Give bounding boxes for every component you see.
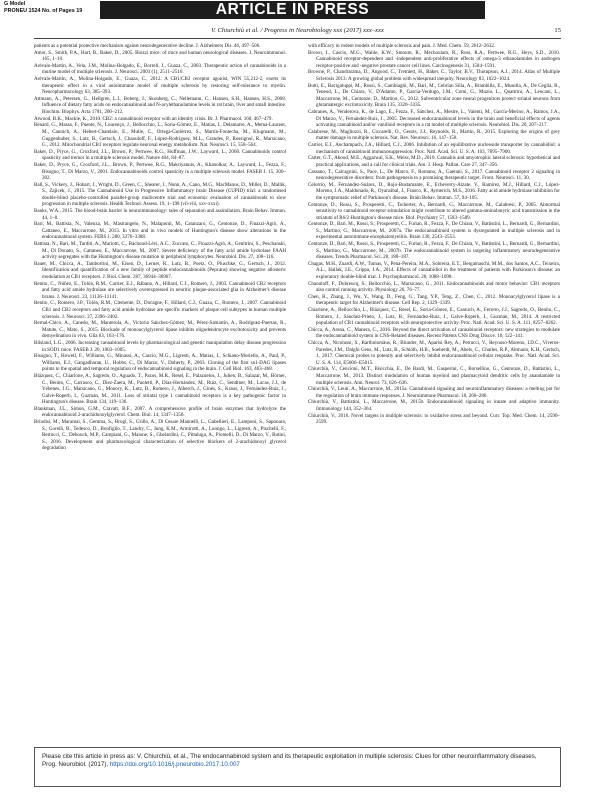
reference-entry: Chiurchiù, V., Battistini, L., Maccarrone, M., 2015b. Endocannabinoid signaling in innate and adaptive immunity. Immunology 144, 352–364. <box>308 399 560 413</box>
reference-entry: Arévalo-Martín, A., Vela, J.M., Molina-Holgado, E., Borrell, J., Guaza, C., 2003. Therapeutic action of cannabinoids in a murine model of multiple sclerosis. J. Neurosci. 2003 (1), 2511–2516. <box>34 62 286 76</box>
reference-entry: Chiurchiù, V., 2016. Novel targets in multiple sclerosis: to oxidative stress and beyond. Curr. Top. Med. Chem. 14, 2590–2599. <box>308 412 560 426</box>
page-number: 15 <box>554 27 561 34</box>
reference-entry: Chicca, A., Nicolussi, S., Bartholomäus, R., Blunder, M., Aparisi Rey, A., Petrucci, V., Reynoso-Moreno, I.D.C., Viveros-Paredes, J.M., Dalghi Gens, M., Lutz, B., Schiöth, H.B., Soeberdt, M., Abels, C., Charles, R.P., Altmann, K.H., Gertsch, J., 2017. Chemical probes to potently and selectively inhibit endocannabinoid cellular reuptake. Proc. Natl. Acad. Sci. U. S. A. 114, E5006–E5015. <box>308 340 560 366</box>
reference-entry: Chicca, A., Arena, C., Manera, C., 2016. Beyond the direct activation of cannabinoid receptors: new strategies to modulate the endocannabinoid system in CNS-Related diseases. Recent Patents CNS Drug Discov. 10, 122–141. <box>308 326 560 340</box>
reference-entry: Chiurchiù, V., Leuti, A., Maccarrone, M., 2015a. Cannabinoid signaling and neuroinflammatory diseases: a melting pot for the regulation of brain immune responses. J. Neuroimmune Pharmacol. 10, 268–280. <box>308 386 560 399</box>
reference-entry: Centonze, D., Bari, M., Rossi, S., Prosperetti, C., Furlan, R., Fezza, F., De Chiara, V., Battistini, L., Bernardi, G., Bernardini, S., Martino, G., Maccarrone, M., 2007b. The endocannabinoid system in targeting inflammatory neurodegenerative diseases. Trends Pharmacol. Sci. 28, 180–187. <box>308 241 560 261</box>
article-header <box>0 0 595 24</box>
reference-entry: Baker, D., Pryce, G., Croxford, J.L., Brown, P., Pertwee, R.G., Huffman, J.W., Layward, L., 2000. Cannabinoids control spasticity and tremor in a multiple sclerosis model. Nature 404, 84–87. <box>34 148 286 162</box>
reference-entry: Carrier, E.J., Auchampach, J.A., Hillard, C.J., 2006. Inhibition of an equilibrative nucleoside transporter by cannabidiol: a mechanism of cannabinoid immunosuppression. Proc. Natl. Acad. Sci. U. S. A. 103, 7895–7900. <box>308 142 560 155</box>
reference-entry: Bernal-Chico, A., Canedo, M., Manterola, A., Victoria Sánchez-Gómez, M., Pérez-Samartín, A., Rodríguez-Puertas, R., Matute, C., Mato, S., 2015. Blockade of monoacylglycerol lipase inhibits oligodendrocyte excitotoxicity and prevents demyelination in vivo. Glia 63, 163–176. <box>34 320 286 340</box>
reference-entry: Benito, C., Núñez, E., Tolón, R.M., Carrier, E.J., Rábano, A., Hillard, C.J., Romero, J., 2003. Cannabinoid CB2 receptors and fatty acid amide hydrolase are selectively overexpressed in neuritic plaque-associated glia in Alzheimer's disease brains. J. Neurosci. 23, 11136–11141. <box>34 280 286 300</box>
reference-entry: Cabranes, A., Venderova, K., de Lago, E., Fezza, F., Sánchez, A., Mestre, L., Valenti, M., García-Merino, A., Ramos, J.A., Di Marzo, V., Fernández-Ruiz, J., 2005. Decreased endocannabinoid levels in the brain and beneficial effects of agents activating cannabinoid and/or vanilloid receptors in a rat model of multiple sclerosis. Neurobiol. Dis. 20, 207–217. <box>308 109 560 129</box>
reference-entry: Celorrio, M., Fernández-Suárez, D., Rojo-Bustamante, E., Echeverry-Alzate, V., Ramírez, M.J., Hillard, C.J., López-Moreno, J.A., Maldonado, R., Oyarzábal, J., Franco, R., Aymerich, M.S., 2016. Fatty acid amide hydrolase inhibition for the symptomatic relief of Parkinson's disease. Brain Behav. Immun. 57, 94–105. <box>308 181 560 201</box>
reference-entry: Bisogno, T., Howell, F., Williams, G., Minassi, A., Cascio, M.G., Ligresti, A., Matias, I., Schiano-Moriello, A., Paul, P., Williams, E.J., Gangadharan, U., Hobbs, C., Di Marzo, V., Doherty, P., 2003. Cloning of the first sn1-DAG lipases points to the spatial and temporal regulation of endocannabinoid signaling in the brain. J. Cell Biol. 163, 463–468. <box>34 353 286 373</box>
reference-entry: Banks, W.A., 2015. The blood-brain barrier in neuroimmunology: tales of separation and assimilation. Brain Behav. Immun. 44, 1–8. <box>34 208 286 221</box>
reference-entry: Attmann, A., Petersen, G., Hellgren, L.I., Boberg, J., Skonberg, C., Nellemann, C., Hansen, S.H., Hansen, H.S., 2008. Influence of dietary fatty acids on endocannabinoid and N-acylethanolamine levels in rat brain, liver and small intestine. Biochim. Biophys. Acta 1781, 200–212. <box>34 95 286 116</box>
journal-code: G Model PRONEU 1524 No. of Pages 19 <box>4 1 83 14</box>
reference-entry: Brindisi, M., Maramai, S., Gemma, S., Brogi, S., Grillo, A., Di Cesare Mannelli, L., Gabellieri, E., Lamponi, S., Saponara, S., Gorelli, B., Tedesco, D., Bonfiglio, T., Landry, C., Jung, K.M., Armirotti, A., Luongo, L., Ligresti, A., Piscitelli, F., Bertucci, C., Dehouck, M.P., Campiani, G., Maione, S., Ghelardini, C., Pittaluga, A., Piomelli, D., Di Marzo, V., Butini, S., 2016. Development and pharmacological characterization of selective blockers of 2-arachidonoyl glycerol degradation <box>34 419 286 452</box>
reference-entry: Baker, D., Pryce, G., Croxford, J.L., Brown, P., Pertwee, R.G., Makriyannis, A., Khanolkar, A., Layward, L., Fezza, F., Bisogno, T., Di Marzo, V., 2001. Endocannabinoids control spasticity in a multiple sclerosis model. FASEB J. 15, 300–302. <box>34 161 286 182</box>
citation-text: Please cite this article in press as: V. Chiurchiù, et al., The endocannabinoid system and its therapeutic exploitation in multiple sclerosis: Clues for other neuroinflammatory diseases, Prog. Neurobiol. (2017), <box>42 753 537 769</box>
reference-list-right <box>308 43 560 738</box>
reference-entry: Chagas, M.H., Zuardi, A.W., Tumas, V., Pena-Pereira, M.A., Sobreira, E.T., Bergamaschi, M.M., dos Santos, A.C., Teixeira, A.L., Hallak, J.E., Crippa, J.A., 2014. Effects of cannabidiol in the treatment of patients with Parkinson's disease: an exploratory double-blind trial. J. Psychopharmacol. 28, 1088–1098. <box>308 260 560 280</box>
doi-link[interactable]: https://doi.org/10.1016/j.pneurobio.2017.10.007 <box>109 761 240 769</box>
reference-entry: Bilsland, L.G., 2006. Increasing cannabinoid levels by pharmacological and genetic manipulation delay disease progression in SOD1 mice. FASEB J. 20, 1003–1005. <box>34 340 286 353</box>
reference-entry: Bauer, M., Chicca, A., Tamborrini, M., Eisen, D., Lerner, R., Lutz, B., Poetz, O., Pluschke, G., Gertsch, J., 2012. Identification and quantification of a new family of peptide endocannabinoids (Pepcans) showing negative allosteric modulation at CB1 receptors. J. Biol. Chem. 287, 36944–36967. <box>34 260 286 280</box>
reference-entry: Chiarlone, A., Bellocchio, L., Blázquez, C., Resel, E., Soria-Gómez, E., Cannich, A., Ferrero, J.J., Sagredo, O., Benito, C., Romero, J., Sánchez-Prieto, J., Lutz, B., Fernández-Ruiz, J., Galve-Roperh, I., Guzmán, M., 2014. A restricted population of CB1 cannabinoid receptors with neuroprotective activity. Proc. Natl. Acad. Sci. U. S. A. 111, 8257–8262. <box>308 307 560 327</box>
reference-entry: Butti, E., Bacigaluppi, M., Rossi, S., Cambiaghi, M., Bari, M., Cebrian Silla, A., Brambilla, E., Musella, A., De Ceglia, R., Teneud, L., De Chiara, V., D'Adamo, P., García-Verdugo, J.M., Comi, G., Muzio, L., Quattrini, A., Leocani, L., Maccarrone, M., Centonze, D., Martino, G., 2012. Subventricular zone neural progenitors protect striatal neurons from glutamatergic excitotoxicity. Brain 135, 3320–3335. <box>308 82 560 109</box>
reference-entry: Centonze, D., Bari, M., Rossi, S., Prosperetti, C., Furlan, R., Fezza, F., De Chiara, V., Battistini, L., Bernardi, G., Bernardini, S., Martino, G., Maccarrone, M., 2007a. The endocannabinoid system is dysregulated in multiple sclerosis and in experimental autoimmune encephalomyelitis. Brain 130, 2543–2553. <box>308 221 560 241</box>
citation-notice <box>34 747 561 787</box>
reference-entry: Browne, P., Chandraratna, D., Angood, C., Tremlett, H., Baker, C., Taylor, B.V., Thompson, A.J., 2014. Atlas of Multiple Sclerosis 2013: A growing global problem with widespread inequity. Neurology 83, 1022–1024. <box>308 69 560 83</box>
reference-entry: Blázquez, C., Chiarlone, A., Sagredo, O., Aguado, T., Pazos, M.R., Resel, E., Palazuelos, J., Julien, B., Salazar, M., Börner, C., Benito, C., Carrasco, C., Diez-Zaera, M., Paoletti, P., Díaz-Hernández, M., Ruiz, C., Sendtner, M., Lucas, J.J., de Yébenes, J.G., Marsicano, G., Monory, K., Lutz, B., Romero, J., Alberch, J., Ginés, S., Kraus, J., Fernández-Ruiz, J., Galve-Roperh, I., Guzmán, M., 2011. Loss of striatal type 1 cannabinoid receptors is a key pathogenic factor in Huntington's disease. Brain 134, 119–136. <box>34 373 286 406</box>
reference-entry: Centonze, D., Rossi, S., Prosperetti, C., Tscherter, A., Bernardi, G., Maccarrone, M., Calabresi, P., 2005. Abnormal sensitivity to cannabinoid receptor stimulation might contribute to altered gamma-aminobutyric acid transmission in the striatum of R6/2 Huntington's disease mice. Biol. Psychiatry 57, 1583–1589. <box>308 201 560 221</box>
reference-list-left <box>34 43 286 738</box>
reference-entry: Chiurchiù, V., Cencioni, M.T., Bisicchia, E., De Bardi, M., Gasperini, C., Borsellino, G., Centonze, D., Battistini, L., Maccarrone, M., 2013. Distinct modulation of human myeloid and plasmacytoid dendritic cells by anandamide in multiple sclerosis. Ann. Neurol. 73, 626–636. <box>308 366 560 386</box>
running-title: V. Chiurchiù et al. / Progress in Neurobiology xxx (2017) xxx–xxx <box>211 27 384 34</box>
reference-entry: with efficacy in rodent models of multiple sclerosis and pain. J. Med. Chem. 59, 2612–2632. <box>308 43 496 49</box>
reference-entry: Bari, M., Battista, N., Valenza, M., Mastrangelo, N., Malaponti, M., Catanzaro, G., Centonze, D., Finazzi-Agrò, A., Cattaneo, E., Maccarrone, M., 2013. In vitro and in vivo models of Huntington's disease show alterations in the endocannabinoid system. FEBS J. 280, 3376–3388. <box>34 221 286 241</box>
reference-entry: Atwood, B.K., Mackie, K., 2010. CB2: a cannabinoid receptor with an identity crisis. Br. J. Pharmacol. 160, 467–479. <box>34 115 273 122</box>
reference-entry: Brown, I., Cascio, M.G., Wahle, K.W., Smoum, R., Mechoulam, R., Ross, R.A., Pertwee, R.G., Heys, S.D., 2010. Cannabinoid receptor-dependent and -independent anti-proliferative effects of omega-3 ethanolamides in androgen receptor-positive and -negative prostate cancer cell lines. Carcinogenesis 31, 1584–1591. <box>308 49 560 69</box>
reference-entry: Benito, C., Romero, J.P., Tolón, R.M., Clemente, D., Docagne, F., Hillard, C.J., Guaza, C., Romero, J., 2007. Cannabinoid CB1 and CB2 receptors and fatty acid amide hydrolase are specific markers of plaque cell subtypes in human multiple sclerosis. J. Neurosci. 27, 2396–2402. <box>34 300 286 320</box>
reference-entry: patients as a potential protective mechanism against neurodegenerative decline. J. Alzheimers Dis. 46, 497–506. <box>34 43 261 49</box>
reference-entry: Ball, S., Vickery, J., Hobart, J., Wright, D., Green, C., Shearer, J., Nunn, A., Cano, M.G., MacManus, D., Miller, D., Mallik, S., Zajicek, J., 2015. The Cannabinoid Use in Progressive Inflammatory brain Disease (CUPID) trial: a randomised double-blind placebo-controlled parallel-group multicentre trial and economic evaluation of cannabinoids to slow progression in multiple sclerosis. Health Technol. Assess. 19, 1–198 (vii-viii, xxv-xxxi). <box>34 181 286 208</box>
article-in-press-banner: ARTICLE IN PRESS <box>100 1 485 19</box>
reference-entry: Chen, R., Zhang, J., Wu, Y., Wang, D., Feng, G., Tang, Y.P., Teng, Z., Chen, C., 2012. Monoacylglycerol lipase is a therapeutic target for Alzheimer's disease. Cell Rep. 2, 1329–1339. <box>308 293 560 307</box>
reference-entry: Amor, S., Smith, P.A., Hart, B., Baker, D., 2005. Biozzi mice: of mice and human neurological diseases. J. Neuroimmunol. 165, 1–10. <box>34 49 286 63</box>
reference-entry: Bénard, G., Massa, F., Puente, N., Lourenço, J., Bellocchio, L., Soria-Gómez, E., Matias, I., Delamarre, A., Metna-Laurent, M., Cannich, A., Hebert-Chatelain, E., Mulle, C., Ortega-Gutiérrez, S., Martín-Fontecha, M., Klugmann, M., Guggenhuber, S., Lutz, B., Gertsch, J., Chaouloff, F., López-Rodríguez, M.L., Grandes, P., Rossignol, R., Marsicano, G., 2012. Mitochondrial CB1 receptors regulate neuronal energy metabolism. Nat. Neurosci. 15, 558–564. <box>34 122 286 149</box>
running-head <box>34 25 561 39</box>
reference-entry: Calabrese, M., Magliozzi, R., Ciccarelli, O., Geurts, J.J., Reynolds, R., Martin, R., 2015. Exploring the origins of grey matter damage in multiple sclerosis. Nat. Rev. Neurosci. 16, 147–158. <box>308 128 560 142</box>
reference-entry: Cassano, T., Calcagnini, S., Pace, L., De Marco, F., Romano, A., Gaetani, S., 2017. Cannabinoid receptor 2 signaling in neurodegenerative disorders: from pathogenesis to a promising therapeutic target. Front. Neurosci. 11, 30. <box>308 168 560 182</box>
reference-entry: Carter, G.T., Abood, M.E., Aggarwal, S.K., Weiss, M.D., 2010. Cannabis and amyotrophic lateral sclerosis: hypothetical and practical applications, and a call for clinical trials. Am. J. Hosp. Palliat. Care 27, 347–356. <box>308 155 560 168</box>
reference-entry: Battista, N., Bari, M., Tarditi, A., Mariotti, C., Bachoud-Lévi, A.C., Zuccato, C., Finazzi-Agrò, A., Genitrini, S., Peschanski, M., Di Donato, S., Cattaneo, E., Maccarrone, M., 2007. Severe deficiency of the fatty acid amide hydrolase FAAH activity segregates with the Huntington's disease mutation in peripheral lymphocytes. Neurobiol. Dis. 27, 108–116. <box>34 241 286 261</box>
reference-entry: Arévalo-Martín, A., Molina-Holgado, E., Guaza, C., 2012. A CB1/CB2 receptor agonist, WIN 55,212-2, exerts its therapeutic effect in a viral autoimmune model of multiple sclerosis by restoring self-tolerance to myelin. Neuropharmacology 63, 385–393. <box>34 76 286 96</box>
reference-entry: Chaouloff, F., Dubreucq, S., Bellocchio, L., Marsicano, G., 2011. Endocannabinoids and motor behavior: CB1 receptors also control running activity. Physiology 26, 76–77. <box>308 280 560 294</box>
reference-entry: Blankman, J.L., Simon, G.M., Cravatt, B.F., 2007. A comprehensive profile of brain enzymes that hydrolyze the endocannabinoid 2-arachidonoylglycerol. Chem. Biol. 14, 1347–1356. <box>34 405 286 419</box>
